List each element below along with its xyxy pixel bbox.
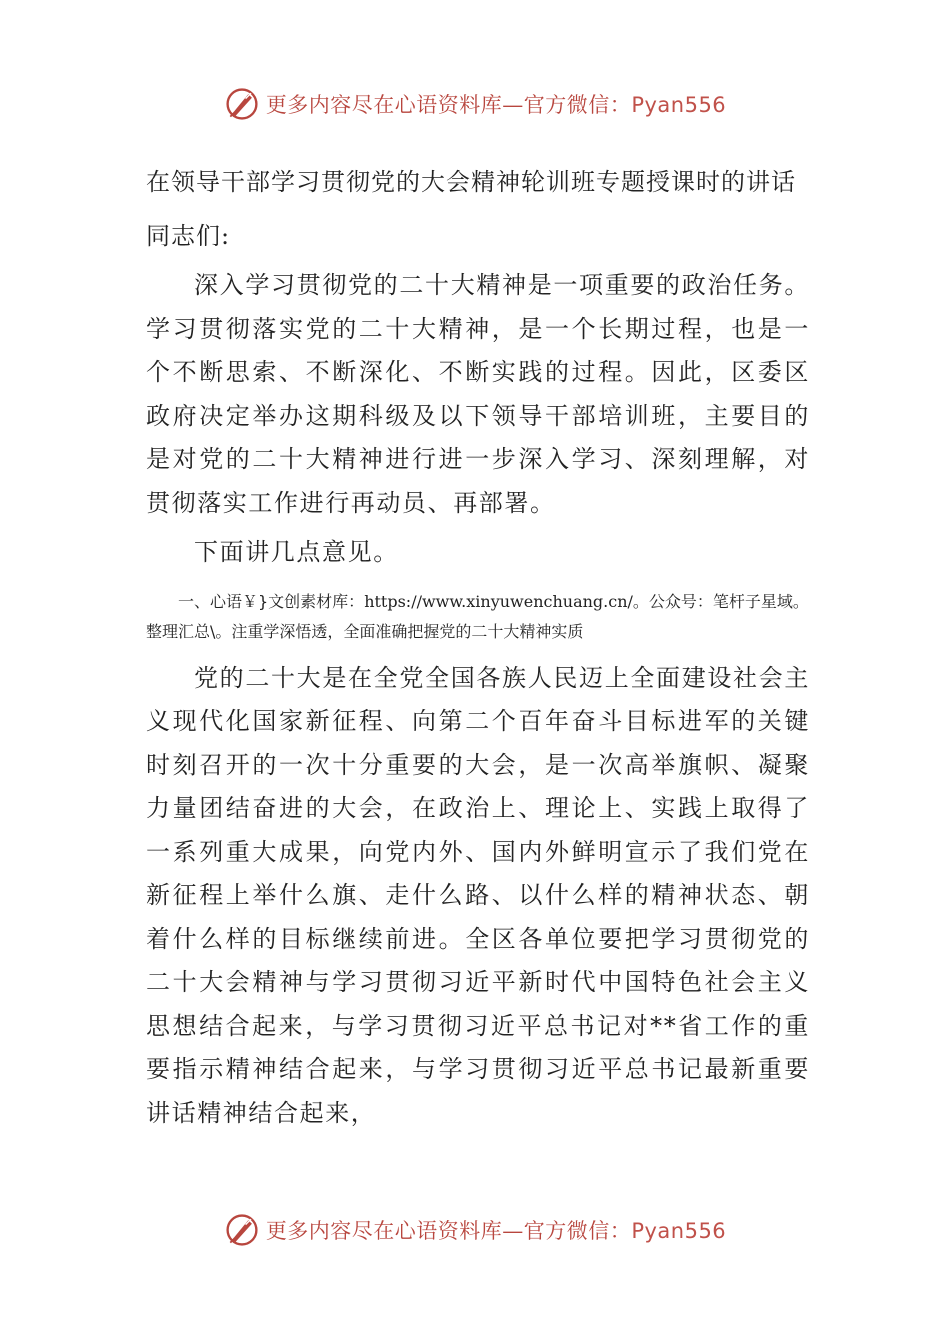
watermark-footer bbox=[0, 1208, 950, 1252]
quill-logo-icon bbox=[224, 1212, 260, 1248]
watermark-wechat-id: Pyan556 bbox=[631, 1219, 727, 1243]
paragraph-opinions: 下面讲几点意见。 bbox=[194, 538, 399, 566]
document-title: 在领导干部学习贯彻党的大会精神轮训班专题授课时的讲话 bbox=[146, 168, 796, 196]
document-body bbox=[146, 160, 810, 1141]
watermark-text: 更多内容尽在心语资料库—官方微信：Pyan556 bbox=[265, 1219, 727, 1243]
paragraph-section-1: 党的二十大是在全党全国各族人民迈上全面建设社会主义现代化国家新征程、向第二个百年奋斗目标进军的关键时刻召开的一次十分重要的大会，是一次高举旗帜、凝聚力量团结奋进的大会，在政治上、理论上、实践上取得了一系列重大成果，向党内外、国内外鲜明宣示了我们党在新征程上举什么旗、走什么路、以什么样的精神状态、朝着什么样的目标继续前进。全区各单位要把学习贯彻党的二十大会精神与学习贯彻习近平新时代中国特色社会主义思想结合起来，与学习贯彻习近平总书记对**省工作的重要指示精神结合起来，与学习贯彻习近平总书记最新重要讲话精神结合起来， bbox=[146, 663, 810, 1127]
salutation: 同志们: bbox=[146, 222, 231, 250]
source-url: https://www.xinyuwenchuang.cn/ bbox=[364, 591, 633, 611]
paragraph-intro: 深入学习贯彻党的二十大精神是一项重要的政治任务。学习贯彻落实党的二十大精神，是一个长期过程，也是一个不断思索、不断深化、不断实践的过程。因此，区委区政府决定举办这期科级及以下领导干部培训班，主要目的是对党的二十大精神进行进一步深入学习、深刻理解，对贯彻落实工作进行再动员、再部署。 bbox=[146, 271, 810, 517]
quill-logo-icon bbox=[224, 86, 260, 122]
section-heading-1: 一、心语￥}文创素材库：https://www.xinyuwenchuang.cn/。公众号：笔杆子星域。整理汇总\。注重学深悟透，全面准确把握党的二十大精神实质 bbox=[146, 591, 809, 641]
watermark-wechat-id: Pyan556 bbox=[631, 93, 727, 117]
watermark-text: 更多内容尽在心语资料库—官方微信：Pyan556 bbox=[265, 93, 727, 117]
watermark-header bbox=[0, 82, 950, 126]
